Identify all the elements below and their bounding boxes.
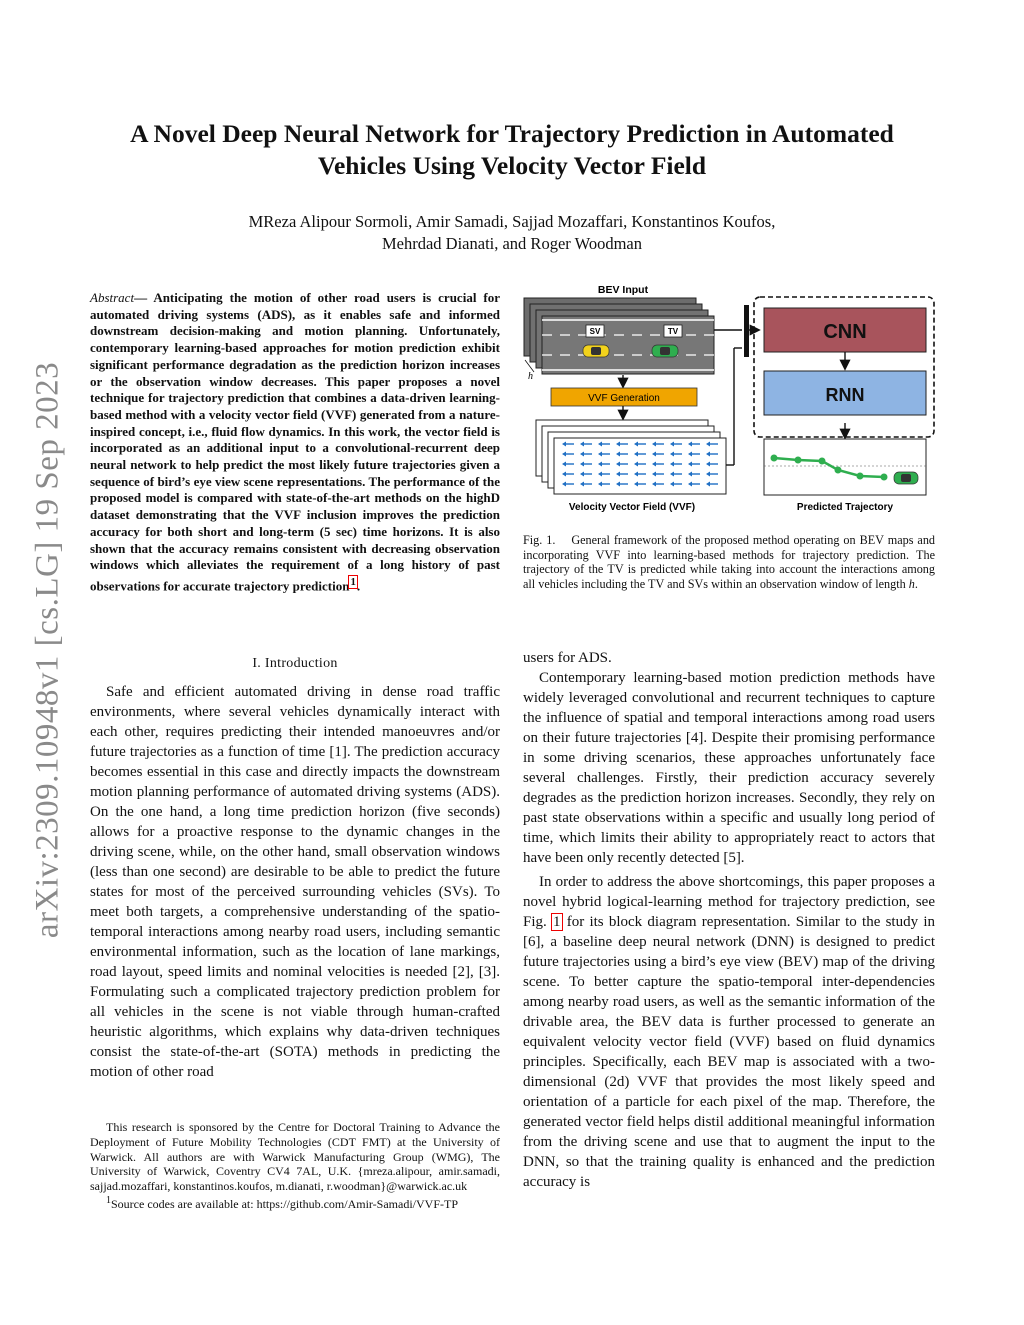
title-line-1: A Novel Deep Neural Network for Trajectory Prediction in Automated	[130, 119, 894, 148]
introduction-text	[90, 682, 500, 1082]
title-line-2: Vehicles Using Velocity Vector Field	[317, 151, 707, 180]
sv-car-icon	[583, 345, 609, 357]
right-paragraph-3	[523, 872, 935, 1192]
caption-text: General framework of the proposed method operating on BEV maps and incorporating VVF into learning-based methods for trajectory prediction. The trajectory of the TV is predicted while taking into account the interactions among all vehicles including the TV and SVs within an observation window of length	[523, 533, 936, 591]
sv-label: SV	[589, 327, 601, 336]
figure-1-caption	[523, 533, 935, 591]
figure-1-diagram	[522, 280, 940, 520]
right-paragraph-1: users for ADS.	[523, 650, 612, 666]
right-paragraph-3b: for its block diagram representation. Similar to the study in [6], a baseline deep neural network (DNN) is designed to predict future trajectories using a bird’s eye view (BEV) map of the driving scene. To better capture the spatio-temporal inter-dependencies among nearby road users, as well as the semantic information of the drivable area, the BEV data is further processed to generate an equivalent velocity vector field (VVF) based on fluid dynamics principles. Specifically, each BEV map is associated with a two-dimensional (2d) VVF that provides the most likely speed and orientation of a particle for each pixel of the map. Therefore, the generated vector field helps distil additional meaningful information from the driving scene and use that to augment the input to the DNN, so that the training quality is enhanced and the prediction accuracy is	[523, 914, 935, 1190]
tv-label: TV	[667, 327, 679, 336]
abstract-dash: —	[134, 290, 154, 305]
caption-label: Fig. 1.	[523, 533, 556, 547]
bev-frame-stack	[524, 298, 714, 374]
abstract-footnote-link[interactable]: 1	[350, 575, 356, 588]
target-vehicle-icon	[894, 472, 918, 484]
footnote-code-mark: 1	[106, 1194, 111, 1206]
right-column-text	[523, 648, 935, 1192]
predicted-trajectory-label: Predicted Trajectory	[796, 502, 894, 513]
abstract-body: Anticipating the motion of other road users is crucial for automated driving systems (ADS), as it enables safe and informed downstream decision-making and motion planning. Unfortunately, contemporary learning-based approaches for motion prediction exhibit significant performance degradation as the prediction horizon increases or the observation window decreases. This paper proposes a novel technique for trajectory prediction that combines a data-driven learning-based method with a velocity vector field (VVF) generated from a nature-inspired concept, i.e., fluid flow dynamics. In this work, the vector field is incorporated as an additional input to a convolutional-recurrent deep neural network to help predict the most likely future trajectories given a sequence of bird’s eye view scene representations. The performance of the proposed model is compared with state-of-the-art methods on the highD dataset demonstrating that the VVF inclusion improves the prediction accuracy for both short and long-term (5 sec) time horizons. It is also shown that the accuracy remains consistent with decreasing observation windows which alleviates the requirement of a long history of past observations for accurate trajectory prediction	[90, 290, 500, 594]
footnote-code	[90, 1194, 500, 1212]
author-list	[140, 211, 884, 255]
predicted-trajectory-box	[764, 439, 926, 495]
footnotes	[90, 1120, 500, 1212]
authors-line-1: MReza Alipour Sormoli, Amir Samadi, Sajjad Mozaffari, Konstantinos Koufos,	[248, 212, 776, 231]
figure-1-reference-link[interactable]: 1	[553, 914, 561, 930]
caption-variable: h	[908, 576, 915, 591]
paper-title	[80, 118, 944, 182]
footnote-code-text: Source codes are available at: https://github.com/Amir-Samadi/VVF-TP	[111, 1196, 459, 1211]
abstract	[90, 290, 500, 595]
abstract-label: Abstract	[90, 290, 135, 305]
vvf-generation-label: VVF Generation	[588, 393, 660, 404]
section-heading-introduction: I. Introduction	[252, 656, 338, 671]
cnn-label: CNN	[823, 321, 867, 343]
rnn-label: RNN	[825, 385, 865, 405]
footnote-sponsor: This research is sponsored by the Centre for Doctoral Training to Advance the Deployment of Future Mobility Technologies (CDT FMT) at the University of Warwick. All authors are with Warwick Manufacturing Group (WMG), The University of Warwick, Coventry CV4 7AL, U.K. {mreza.alipour, amir.samadi, sajjad.mozaffari, konstantinos.koufos, m.dianati, r.woodman}@warwick.ac.uk	[90, 1120, 500, 1194]
right-paragraph-3a: In order to address the above shortcomings, this paper proposes a novel hybrid logical-learning method for trajectory prediction, see Fig.	[523, 874, 935, 930]
authors-line-2: Mehrdad Dianati, and Roger Woodman	[381, 234, 642, 253]
arxiv-identifier-text: arXiv:2309.10948v1 [cs.LG] 19 Sep 2023	[29, 361, 66, 939]
arxiv-identifier	[28, 350, 68, 950]
bev-input-label: BEV Input	[597, 284, 649, 296]
tv-car-icon	[652, 345, 678, 357]
caption-end: .	[914, 576, 918, 591]
abstract-end: .	[356, 578, 361, 594]
right-paragraph-2: Contemporary learning-based motion prediction methods have widely leveraged convolutional and recurrent techniques to capture the influence of spatial and temporal interactions among road users on their future trajectories [4]. Despite their promising performance in some driving scenarios, these approaches unfortunately face several challenges. Firstly, their prediction accuracy severely degrades as the prediction horizon increases. Secondly, they rely on past state observations within a specific and usually long period of time, which limits their ability to appropriately react to actors that have been only recently detected [5].	[523, 670, 935, 866]
intro-paragraph: Safe and efficient automated driving in dense road traffic environments, where several vehicles dynamically interact with each other, requires predicting their intended manoeuvres and/or future trajectories as a function of time [1]. The prediction accuracy becomes essential in this case and directly impacts the downstream motion planning performance of automated driving systems (ADS). On the one hand, a long time prediction horizon (five seconds) allows for a proactive response to the dynamic changes in the driving scene, while, on the other hand, small observation windows (less than one second) are desirable to be able to predict the future states for most of the perceived surrounding vehicles (SVs). To meet both targets, a comprehensive understanding of the spatio-temporal interactions among nearby road users, including semantic environmental information, such as the location of lane markings, road layout, speed limits and nominal velocities is needed [2], [3]. Formulating such a complicated trajectory prediction problem for all vehicles in the scene is not viable through human-crafted heuristic algorithms, which explains why data-driven techniques consist the state-of-the-art (SOTA) methods in predicting the motion of other road	[90, 684, 500, 1080]
vvf-label: Velocity Vector Field (VVF)	[568, 502, 696, 513]
window-length-label: h	[528, 371, 533, 382]
